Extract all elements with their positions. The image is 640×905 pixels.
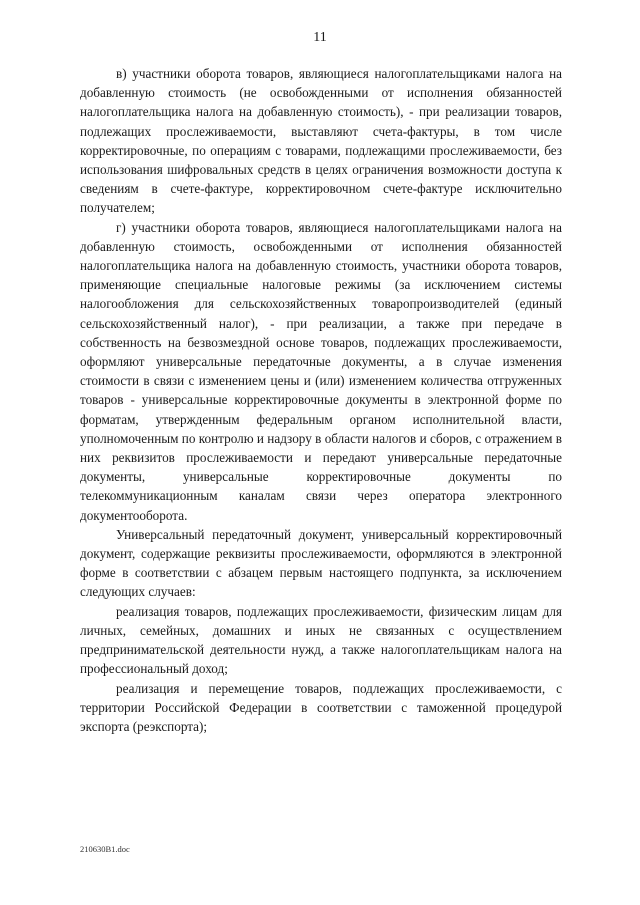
paragraph-g-exempt-participants: г) участники оборота товаров, являющиеся налогоплательщиками налога на добавленную стоимость, освобожденными от исполнения обязанностей налогоплательщика налога на добавленную стоимость, участники оборота товаров, применяющие специальные налоговые режимы (за исключением системы налогообложения для сельскохозяйственных товаропроизводителей (единый сельскохозяйственный налог), - при реализации, а также при передаче в собственность на безвозмездной основе товаров, подлежащих прослеживаемости, оформляют универсальные передаточные документы, а в случае изменения стоимости в связи с изменением цены и (или) изменением количества отгруженных товаров - универсальные корректировочные документы в электронной форме по форматам, утвержденным федеральным органом исполнительной власти, уполномоченным по контролю и надзору в области налогов и сборов, с отражением в них реквизитов прослеживаемости и передают универсальные передаточные документы, универсальные корректировочные документы по телекоммуникационным каналам связи через оператора электронного документооборота. (80, 219, 562, 523)
page-number: 11 (313, 30, 327, 45)
paragraph-v-vat-payers: в) участники оборота товаров, являющиеся налогоплательщиками налога на добавленную стоимость (не освобожденными от исполнения обязанностей налогоплательщика налога на добавленную стоимость), - при реализации товаров, подлежащих прослеживаемости, выставляют счета-фактуры, в том числе корректировочные, по операциям с товарами, подлежащими прослеживаемости, без использования шифровальных средств в целях ограничения возможности доступа к сведениям в счете-фактуре, корректировочном счете-фактуре исключительно получателем; (80, 66, 562, 216)
paragraph-exception-export: реализация и перемещение товаров, подлежащих прослеживаемости, с территории Российской Федерации в соответствии с таможенной процедурой экспорта (реэкспорта); (80, 680, 562, 734)
paragraph-universal-document: Универсальный передаточный документ, универсальный корректировочный документ, содержащие реквизиты прослеживаемости, оформляются в электронной форме в соответствии с абзацем первым настоящего подпункта, за исключением следующих случаев: (80, 526, 562, 600)
document-body (80, 64, 562, 736)
paragraph-exception-individuals: реализация товаров, подлежащих прослеживаемости, физическим лицам для личных, семейных, домашних и иных не связанных с осуществлением предпринимательской деятельности нужд, а также налогоплательщикам налога на профессиональный доход; (80, 603, 562, 677)
file-name-footer: 210630B1.doc (80, 844, 130, 854)
